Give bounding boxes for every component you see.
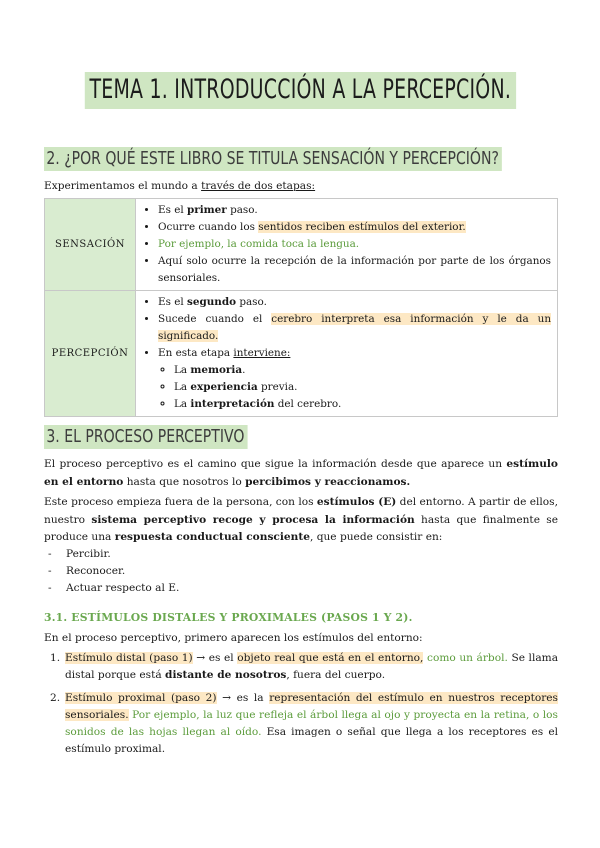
- dash-item-text: Reconocer.: [66, 565, 126, 577]
- item-number: 2.: [50, 692, 61, 704]
- table-row-percepcion: [45, 291, 558, 417]
- text: Se llama distal porque está: [65, 652, 559, 681]
- section-3-paragraph-2: [44, 494, 558, 547]
- text: paso.: [226, 204, 258, 216]
- example-text: Por ejemplo, la comida toca la lengua.: [158, 238, 360, 250]
- text: Es el: [158, 204, 187, 216]
- section-3-heading: 3. EL PROCESO PERCEPTIVO: [44, 425, 248, 449]
- percepcion-list: [144, 294, 551, 413]
- dash-item-3: - Actuar respecto al E.: [48, 582, 180, 594]
- text: → es la: [216, 692, 270, 704]
- sub-list: [158, 362, 551, 413]
- sub-list-item: [174, 362, 551, 379]
- dash-item-2: - Reconocer.: [48, 565, 126, 577]
- example-text: como un árbol.: [423, 652, 508, 664]
- section-2-intro: [44, 178, 558, 196]
- highlighted-text: representación del estímulo en nuestros receptores sensoriales.: [65, 692, 558, 721]
- bold-text: experiencia: [190, 381, 258, 393]
- table-row-sensacion: [45, 199, 558, 291]
- text: , fuera del cuerpo.: [286, 669, 386, 681]
- bold-text: estímulos (E): [316, 496, 397, 508]
- text: hasta que finalmente se produce una: [44, 513, 558, 543]
- bold-text: respuesta conductual consciente: [114, 531, 310, 543]
- text: Ocurre cuando los: [158, 221, 259, 233]
- sub-list-item: [174, 379, 551, 396]
- text: , que puede consistir en:: [309, 531, 443, 543]
- title-container: [0, 72, 600, 109]
- list-item: [158, 253, 551, 287]
- item-text: [65, 650, 558, 684]
- bold-text: memoria: [190, 364, 243, 376]
- dash-item-1: - Percibir.: [48, 548, 111, 560]
- text: .: [242, 364, 246, 376]
- text: del cerebro.: [274, 398, 342, 410]
- text: Esa imagen o señal que llega a los receptores es el estímulo proximal.: [65, 726, 558, 755]
- highlighted-text: objeto real que está en el entorno,: [237, 652, 424, 664]
- text: paso.: [236, 296, 267, 308]
- example-text: Por ejemplo, la luz que refleja el árbol llega al ojo y proyecta en la retina, o los sonidos de las hojas llegan al oído.: [65, 709, 558, 738]
- underlined-text: interviene:: [233, 347, 291, 359]
- intro-text: Experimentamos el mundo a: [44, 180, 202, 192]
- text: En esta etapa: [158, 347, 234, 359]
- section-3-1-heading: 3.1. ESTÍMULOS DISTALES Y PROXIMALES (PASOS 1 Y 2).: [44, 611, 413, 624]
- sensacion-content: [136, 199, 558, 291]
- list-item: [158, 236, 551, 253]
- highlighted-text: Estímulo distal (paso 1): [65, 652, 193, 664]
- percepcion-label: PERCEPCIÓN: [45, 291, 136, 417]
- sensacion-list: [144, 202, 551, 287]
- text: Aquí solo ocurre la recepción de la información por parte de los órganos sensoriales.: [158, 255, 551, 284]
- highlighted-text: Estímulo proximal (paso 2): [65, 692, 217, 704]
- list-item: [158, 219, 551, 236]
- ordered-item-1: [50, 650, 558, 684]
- bold-text: primer: [187, 204, 227, 216]
- item-number: 1.: [50, 652, 61, 664]
- list-item: [158, 345, 551, 413]
- text: El proceso perceptivo es el camino que sigue la información desde que aparece un: [44, 458, 507, 470]
- highlighted-text: cerebro interpreta esa información y le da un significado.: [158, 313, 552, 342]
- text: Este proceso empieza fuera de la persona, con los: [44, 496, 317, 508]
- list-item: [158, 202, 551, 219]
- intro-underlined: través de dos etapas:: [201, 180, 316, 192]
- list-item: [158, 294, 551, 311]
- section-3-1-intro: En el proceso perceptivo, primero aparecen los estímulos del entorno:: [44, 632, 423, 644]
- text: → es el: [192, 652, 238, 664]
- text: previa.: [257, 381, 298, 393]
- ordered-item-2: [50, 690, 558, 758]
- bold-text: segundo: [187, 296, 237, 308]
- page-title: TEMA 1. INTRODUCCIÓN A LA PERCEPCIÓN.: [84, 72, 515, 109]
- bold-text: percibimos y reaccionamos.: [245, 475, 411, 488]
- bold-text: sistema perceptivo recoge y procesa la información: [91, 513, 415, 526]
- sensation-perception-table: [44, 198, 558, 417]
- list-item: [158, 311, 551, 345]
- dash-item-text: Actuar respecto al E.: [66, 582, 180, 594]
- percepcion-content: [136, 291, 558, 417]
- section-2-heading: 2. ¿POR QUÉ ESTE LIBRO SE TITULA SENSACIÓN Y PERCEPCIÓN?: [44, 147, 502, 171]
- sub-list-item: [174, 396, 551, 413]
- text: La: [174, 381, 191, 393]
- highlighted-text: sentidos reciben estímulos del exterior.: [258, 221, 466, 233]
- text: Sucede cuando el: [158, 313, 272, 325]
- bold-text: estímulo en el entorno: [44, 458, 558, 488]
- sensacion-label: SENSACIÓN: [45, 199, 136, 291]
- dash-item-text: Percibir.: [66, 548, 111, 560]
- text: La: [174, 364, 191, 376]
- text: Es el: [158, 296, 187, 308]
- item-text: [65, 690, 558, 758]
- bold-text: distante de nosotros: [165, 669, 287, 681]
- text: hasta que nosotros lo: [123, 475, 246, 488]
- text: del entorno. A partir de ellos, nuestro: [44, 496, 558, 526]
- text: La: [174, 398, 191, 410]
- section-3-paragraph-1: [44, 456, 558, 491]
- bold-text: interpretación: [190, 398, 275, 410]
